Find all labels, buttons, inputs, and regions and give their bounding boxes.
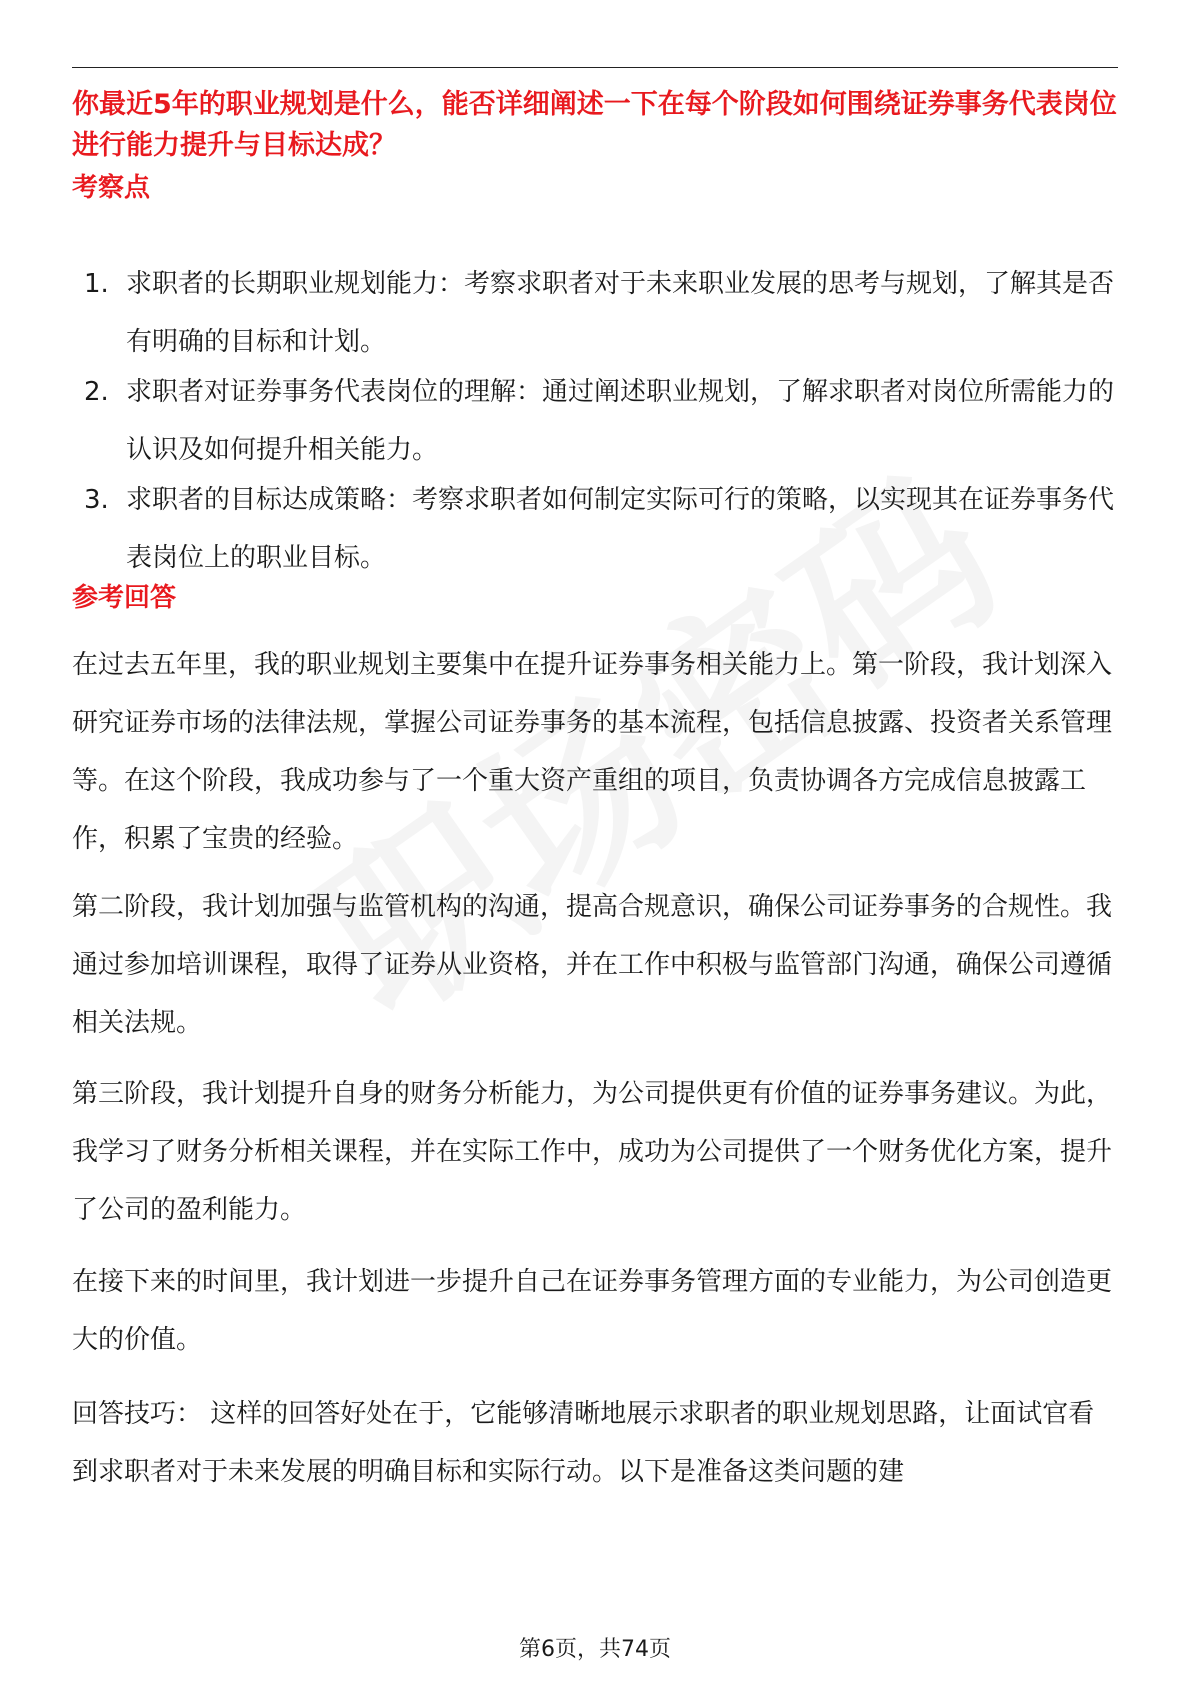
points-list <box>72 255 1118 587</box>
point-item <box>72 471 1118 587</box>
top-rule <box>72 67 1118 68</box>
point-item <box>72 363 1118 479</box>
answer-paragraph: 第三阶段，我计划提升自身的财务分析能力，为公司提供更有价值的证券事务建议。为此，我学习了财务分析相关课程，并在实际工作中，成功为公司提供了一个财务优化方案，提升了公司的盈利能力。 <box>72 1079 1113 1225</box>
point-number: 3. <box>84 485 109 515</box>
question-heading: 你最近5年的职业规划是什么，能否详细阐述一下在每个阶段如何围绕证券事务代表岗位进行能力提升与目标达成？ <box>72 89 1117 161</box>
point-text: 求职者的长期职业规划能力：考察求职者对于未来职业发展的思考与规划，了解其是否有明确的目标和计划。 <box>126 269 1115 357</box>
section-title-answer: 参考回答 <box>72 583 177 613</box>
point-text: 求职者的目标达成策略：考察求职者如何制定实际可行的策略，以实现其在证券事务代表岗位上的职业目标。 <box>126 485 1115 573</box>
page-number: 第6页，共74页 <box>519 1637 671 1662</box>
point-number: 2. <box>84 377 109 407</box>
point-text: 求职者对证券事务代表岗位的理解：通过阐述职业规划，了解求职者对岗位所需能力的认识及如何提升相关能力。 <box>126 377 1115 465</box>
answer-paragraph: 第二阶段，我计划加强与监管机构的沟通，提高合规意识，确保公司证券事务的合规性。我通过参加培训课程，取得了证券从业资格，并在工作中积极与监管部门沟通，确保公司遵循相关法规。 <box>72 892 1113 1038</box>
answer-paragraph: 在接下来的时间里，我计划进一步提升自己在证券事务管理方面的专业能力，为公司创造更大的价值。 <box>72 1267 1113 1355</box>
point-number: 1. <box>84 269 109 299</box>
answer-tips-paragraph: 回答技巧： 这样的回答好处在于，它能够清晰地展示求职者的职业规划思路，让面试官看到求职者对于未来发展的明确目标和实际行动。以下是准备这类问题的建 <box>72 1399 1095 1487</box>
section-title-points: 考察点 <box>72 173 151 203</box>
answer-paragraph: 在过去五年里，我的职业规划主要集中在提升证券事务相关能力上。第一阶段，我计划深入研究证券市场的法律法规，掌握公司证券事务的基本流程，包括信息披露、投资者关系管理等。在这个阶段，我成功参与了一个重大资产重组的项目，负责协调各方完成信息披露工作，积累了宝贵的经验。 <box>72 650 1113 854</box>
point-item <box>72 255 1118 371</box>
